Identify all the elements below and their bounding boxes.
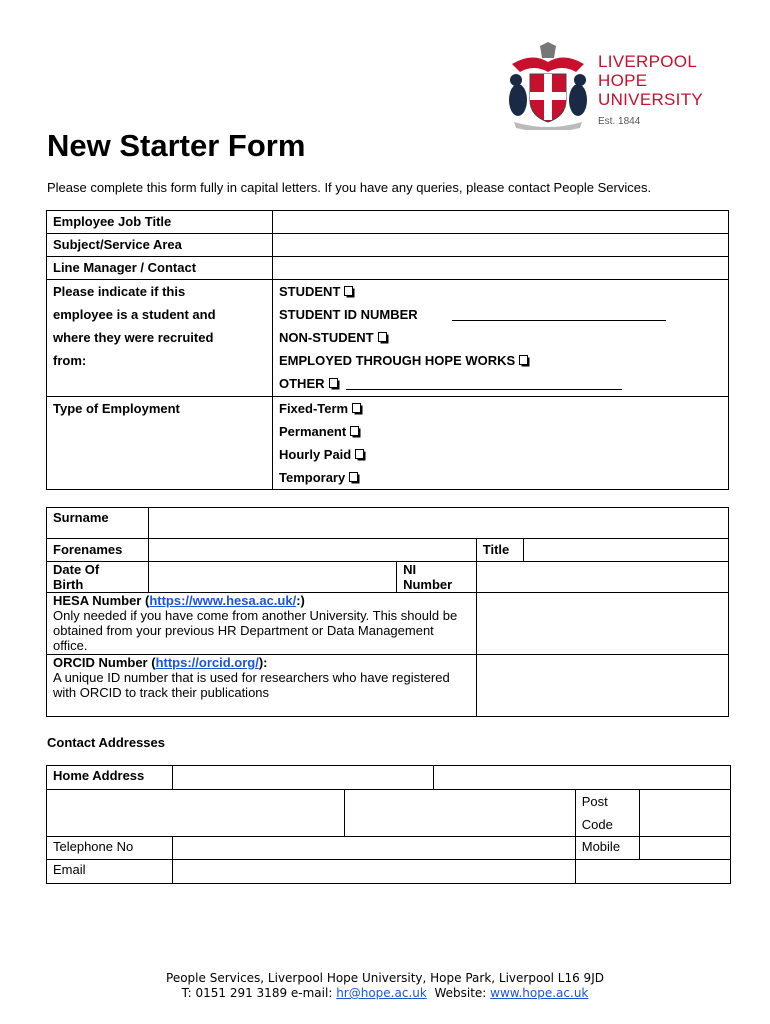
intro-text: Please complete this form fully in capital letters. If you have any queries, please contact People Services. <box>47 180 652 195</box>
permanent-checkbox[interactable] <box>350 426 359 436</box>
student-options-cell <box>273 280 729 397</box>
logo-line-2: HOPE <box>598 71 648 90</box>
postcode-field[interactable] <box>639 790 730 837</box>
title-field[interactable] <box>524 539 729 562</box>
email-label: Email <box>47 860 173 884</box>
email-field-extra[interactable] <box>575 860 730 884</box>
mobile-field[interactable] <box>639 837 730 860</box>
home-address-field-1[interactable] <box>173 766 433 790</box>
hope-works-label: EMPLOYED THROUGH HOPE WORKS <box>279 353 516 368</box>
temporary-checkbox[interactable] <box>349 472 358 482</box>
employment-type-label: Type of Employment <box>47 397 273 490</box>
footer-phone: T: 0151 291 3189 e-mail: <box>181 986 337 1000</box>
student-checkbox[interactable] <box>344 286 353 296</box>
home-address-label: Home Address <box>47 766 173 790</box>
footer-website-link[interactable]: www.hope.ac.uk <box>490 986 589 1000</box>
title-label: Title <box>476 539 523 562</box>
other-label: OTHER <box>279 376 325 391</box>
dob-label-2: Birth <box>53 577 84 592</box>
ni-number-field[interactable] <box>476 562 728 593</box>
hope-works-checkbox[interactable] <box>519 355 528 365</box>
email-field[interactable] <box>173 860 576 884</box>
footer-address: People Services, Liverpool Hope University, Hope Park, Liverpool L16 9JD <box>166 971 604 985</box>
job-title-field[interactable] <box>273 211 729 234</box>
student-id-label: STUDENT ID NUMBER <box>279 307 418 322</box>
temporary-label: Temporary <box>279 470 346 485</box>
ni-number-label <box>397 562 477 593</box>
forenames-label: Forenames <box>47 539 149 562</box>
code-label: Code <box>581 817 613 832</box>
non-student-option[interactable] <box>279 326 722 349</box>
telephone-label: Telephone No <box>47 837 173 860</box>
permanent-label: Permanent <box>279 424 347 439</box>
fixed-term-label: Fixed-Term <box>279 401 349 416</box>
student-id-field[interactable] <box>452 320 666 321</box>
dob-label-1: Date Of <box>53 562 100 577</box>
indicate-line-1: Please indicate if this <box>53 284 186 299</box>
other-checkbox[interactable] <box>329 378 338 388</box>
subject-area-field[interactable] <box>273 234 729 257</box>
orcid-note: A unique ID number that is used for researchers who have registered with ORCID to track their publications <box>53 670 450 700</box>
hesa-note: Only needed if you have come from another University. This should be obtained from your previous HR Department or Data Management office. <box>53 608 458 653</box>
job-title-label: Employee Job Title <box>47 211 273 234</box>
page-title: New Starter Form <box>47 128 306 163</box>
student-id-row <box>279 303 722 326</box>
ni-label-2: Number <box>403 577 453 592</box>
home-address-field-2[interactable] <box>433 766 730 790</box>
line-manager-label: Line Manager / Contact <box>47 257 273 280</box>
fixed-term-option[interactable] <box>279 397 722 420</box>
logo-line-3: UNIVERSITY <box>598 90 704 109</box>
home-address-field-3[interactable] <box>47 790 345 837</box>
postcode-label <box>575 790 639 837</box>
fixed-term-checkbox[interactable] <box>352 403 361 413</box>
logo-established: Est. 1844 <box>598 116 641 127</box>
orcid-field[interactable] <box>476 655 728 717</box>
ni-label-1: NI <box>403 562 417 577</box>
home-address-field-4[interactable] <box>345 790 575 837</box>
hesa-link[interactable]: https://www.hesa.ac.uk/ <box>149 593 297 608</box>
hesa-label: HESA Number ( <box>53 593 150 608</box>
mobile-label: Mobile <box>575 837 639 860</box>
other-option[interactable] <box>279 372 722 395</box>
hesa-field[interactable] <box>476 593 728 655</box>
surname-label: Surname <box>47 508 149 539</box>
orcid-label: ORCID Number ( <box>53 655 156 670</box>
orcid-link[interactable]: https://orcid.org/ <box>155 655 259 670</box>
dob-label <box>47 562 149 593</box>
post-label: Post <box>581 794 608 809</box>
hourly-paid-label: Hourly Paid <box>279 447 352 462</box>
hourly-paid-checkbox[interactable] <box>355 449 364 459</box>
indicate-line-2: employee is a student and <box>53 307 216 322</box>
employment-options-cell <box>273 397 729 490</box>
surname-field[interactable] <box>148 508 728 539</box>
logo-wordmark <box>598 52 703 109</box>
orcid-heading <box>53 655 470 670</box>
hesa-cell <box>47 593 477 655</box>
contact-table <box>46 765 731 884</box>
student-option-label: STUDENT <box>279 284 341 299</box>
other-field[interactable] <box>346 389 622 390</box>
forenames-field[interactable] <box>148 539 476 562</box>
temporary-option[interactable] <box>279 466 722 489</box>
logo-line-1: LIVERPOOL <box>598 52 698 71</box>
student-indicate-label <box>47 280 273 397</box>
telephone-field[interactable] <box>173 837 576 860</box>
hourly-paid-option[interactable] <box>279 443 722 466</box>
indicate-line-3: where they were recruited <box>53 330 214 345</box>
job-details-table <box>46 210 729 490</box>
hesa-label-end: :) <box>296 593 305 608</box>
non-student-checkbox[interactable] <box>378 332 387 342</box>
subject-area-label: Subject/Service Area <box>47 234 273 257</box>
hesa-heading <box>53 593 470 608</box>
student-option[interactable] <box>279 280 722 303</box>
permanent-option[interactable] <box>279 420 722 443</box>
university-crest-logo <box>502 42 594 130</box>
hope-works-option[interactable] <box>279 349 722 372</box>
dob-field[interactable] <box>148 562 396 593</box>
indicate-line-4: from: <box>53 353 87 368</box>
orcid-cell <box>47 655 477 717</box>
non-student-label: NON-STUDENT <box>279 330 374 345</box>
footer-email-link[interactable]: hr@hope.ac.uk <box>336 986 427 1000</box>
footer-website-label: Website: <box>426 986 491 1000</box>
orcid-label-end: ): <box>258 655 268 670</box>
personal-details-table <box>46 507 729 717</box>
contact-addresses-heading: Contact Addresses <box>47 735 165 750</box>
line-manager-field[interactable] <box>273 257 729 280</box>
footer-contact <box>0 986 770 1001</box>
